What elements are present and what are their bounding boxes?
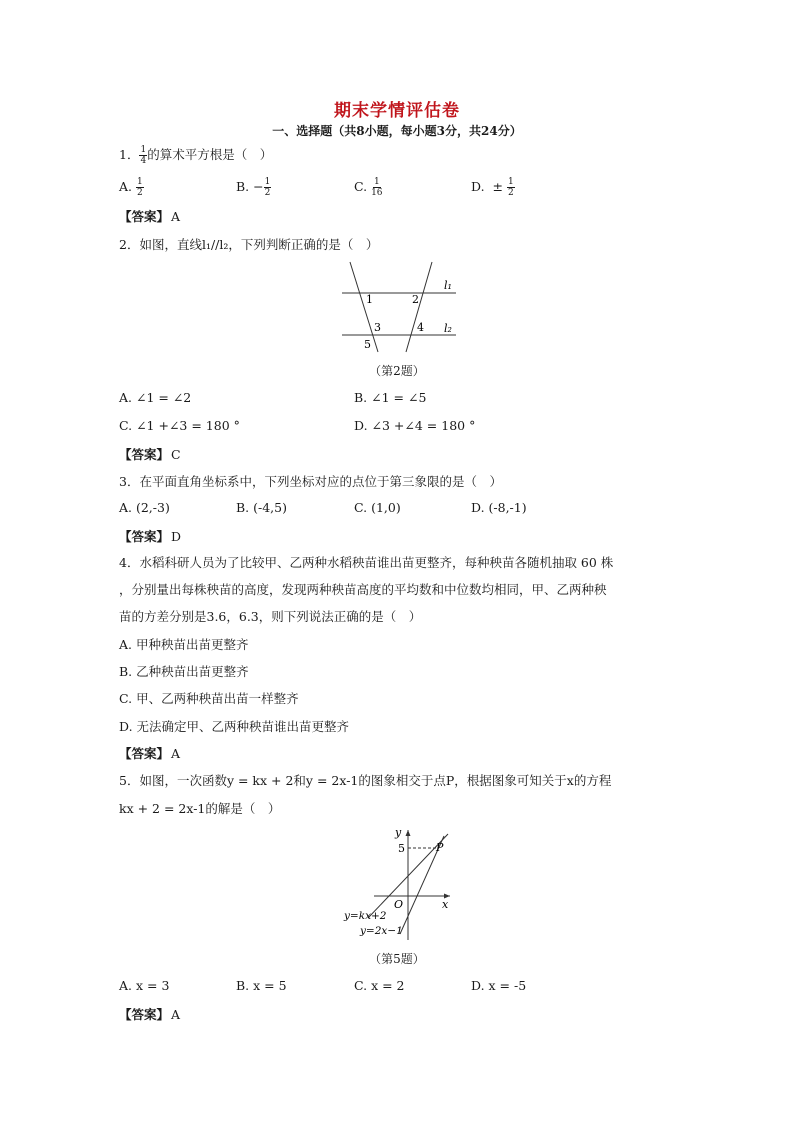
question-4-line-3: 苗的方差分别是3.6，6.3，则下列说法正确的是（ ） [119,609,422,624]
option-b: B. − $\frac{1}{2}$ [236,177,271,198]
option-b: B. 乙种秧苗出苗更整齐 [119,664,249,679]
option-d: D. 无法确定甲、乙两种秧苗谁出苗更整齐 [119,719,350,734]
option-a: A. 甲种秧苗出苗更整齐 [119,637,249,652]
option-c: C. $\frac{1}{16}$ [354,177,383,198]
page-title: 期末学情评估卷 [334,101,460,121]
label-l2: l₂ [444,322,452,335]
angle-2: 2 [412,293,419,306]
option-b: B. (-4,5) [236,500,287,515]
option-a: A. ∠1 = ∠2 [119,390,192,405]
option-c: C. 甲、乙两种秧苗出苗一样整齐 [119,691,299,706]
option-d: D. (-8,-1) [471,500,527,515]
answer-5: 【答案】 A [119,1007,181,1022]
question-2: 2．如图，直线l₁//l₂，下列判断正确的是（ ） [119,237,379,252]
angle-1: 1 [366,293,373,306]
question-number: 1． [119,147,140,162]
function-1-label: y=kx+2 [344,910,387,922]
answer-1: 【答案】 A [119,209,181,224]
origin-label: O [394,898,404,911]
question-text: 的算术平方根是（ ） [147,147,273,162]
linear-functions-figure [338,824,458,942]
option-b: B. x = 5 [236,978,287,993]
angle-4: 4 [417,321,424,334]
question-4-line-2: ，分别量出每株秧苗的高度，发现两种秧苗高度的平均数和中位数均相同，甲、乙两种秧 [119,582,607,597]
fraction: $\frac{1}{4}$ [140,145,147,166]
question-4-line-1: 4．水稻科研人员为了比较甲、乙两种水稻秧苗谁出苗更整齐，每种秧苗各随机抽取 60 株 [119,555,614,570]
x-axis-label: x [442,898,449,911]
option-d: D. ∠3 +∠4 = 180 ° [354,418,476,433]
point-p-label: P [436,841,444,854]
question-3: 3．在平面直角坐标系中，下列坐标对应的点位于第三象限的是（ ） [119,474,502,489]
function-2-label: y=2x−1 [360,925,403,937]
option-a: A. x = 3 [119,978,170,993]
question-5-line-2: kx + 2 = 2x-1的解是（ ） [119,801,281,816]
question-5-line-1: 5．如图，一次函数y = kx + 2和y = 2x-1的图象相交于点P，根据图象可知关于x的方程 [119,773,612,788]
question-1 [119,145,272,166]
angle-5: 5 [364,338,371,351]
figure-caption: （第2题） [369,364,425,378]
answer-4: 【答案】 A [119,746,181,761]
figure-caption: （第5题） [369,952,425,966]
option-a: A. (2,-3) [119,500,170,515]
section-heading: 一、选择题（共8小题，每小题3分，共24分） [272,124,522,138]
answer-2: 【答案】 C [119,447,181,462]
angle-3: 3 [374,321,381,334]
parallel-lines-figure [340,258,460,354]
y-tick-5: 5 [398,842,405,855]
option-c: C. (1,0) [354,500,401,515]
option-d: D. x = -5 [471,978,527,993]
y-axis-label: y [395,826,402,839]
option-c: C. x = 2 [354,978,405,993]
option-b: B. ∠1 = ∠5 [354,390,427,405]
option-a: A. $\frac{1}{2}$ [119,177,143,198]
answer-3: 【答案】 D [119,529,182,544]
option-d: D. ± $\frac{1}{2}$ [471,177,514,198]
label-l1: l₁ [444,279,452,292]
option-c: C. ∠1 +∠3 = 180 ° [119,418,240,433]
